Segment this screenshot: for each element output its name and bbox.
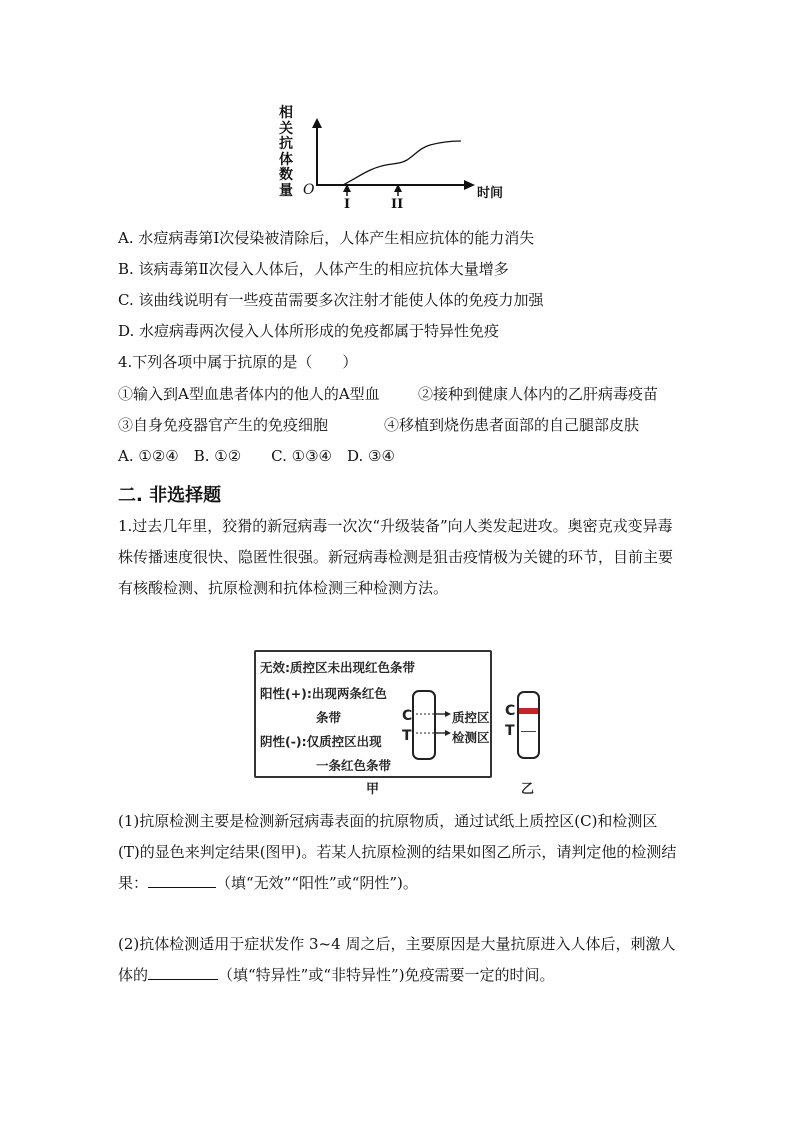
section-title: 二. 非选择题	[118, 485, 222, 506]
x-axis-arrow	[464, 180, 475, 190]
graph-axes	[270, 104, 510, 216]
caption-yi: 乙	[521, 782, 535, 797]
q3-option-a: A. 水痘病毒第Ⅰ次侵染被清除后，人体产生相应抗体的能力消失	[118, 229, 535, 247]
fig-invalid: 无效:质控区未出现红色条带	[260, 660, 415, 675]
graph-origin: O	[303, 182, 315, 198]
sub2-text-a: (2)抗体检测适用于症状发作 3~4 周之后，主要原因是大量抗原进入人体后，刺激人体的	[118, 935, 676, 984]
fig-control-zone: 质控区	[452, 710, 490, 725]
graph-x-label: 时间	[477, 186, 504, 201]
fig-positive-2: 条带	[316, 710, 342, 725]
fig-label-c: C	[402, 708, 413, 724]
graph-y-label: 相 关 抗 体 数 量	[279, 105, 293, 199]
sub2-text-b: （填“特异性”或“非特异性”)免疫需要一定的时间。	[218, 966, 555, 984]
sub1-answer-blank[interactable]	[148, 886, 216, 888]
antibody-curve	[343, 141, 461, 185]
sub1-text-b: （填“无效”“阳性”或“阴性”)。	[216, 874, 418, 892]
strip-yi-t-line	[521, 731, 536, 732]
q4-options: A. ①②④ B. ①② C. ①③④ D. ③④	[118, 447, 395, 465]
antibody-graph	[270, 104, 510, 216]
sub1-text-a: (1)抗原检测主要是检测新冠病毒表面的抗原物质，通过试纸上质控区(C)和检测区(T)的显色来判定结果(图甲)。若某人抗原检测的结果如图乙所示，请判定他的检测结果：	[118, 812, 677, 892]
fig-label-t: T	[402, 728, 412, 744]
graph-marker-2: II	[391, 197, 404, 212]
fig-negative-1: 阴性(-):仅质控区出现	[260, 734, 382, 749]
fig-yi-label-c: C	[505, 703, 516, 719]
q1-intro: 1.过去几年里，狡猾的新冠病毒一次次“升级装备”向人类发起进攻。奥密克戎变异毒株传播速度很快、隐匿性很强。新冠病毒检测是狙击疫情极为关键的环节，目前主要有核酸检测、抗原检测和抗体检测三种检测方法。	[118, 517, 674, 597]
sub-question-2	[118, 929, 678, 991]
strip-yi-c-band	[519, 708, 538, 714]
test-strip-yi	[517, 691, 540, 759]
q3-option-b: B. 该病毒第Ⅱ次侵入人体后，人体产生的相应抗体大量增多	[118, 260, 509, 278]
q4-item-2: ②接种到健康人体内的乙肝病毒疫苗	[418, 385, 659, 403]
q3-option-d: D. 水痘病毒两次侵入人体所形成的免疫都属于特异性免疫	[118, 322, 500, 340]
q4-stem: 4.下列各项中属于抗原的是（ ）	[118, 353, 358, 371]
graph-marker-1: I	[344, 197, 351, 212]
figure-jia-box	[254, 650, 492, 778]
caption-jia: 甲	[366, 782, 380, 797]
q3-option-c: C. 该曲线说明有一些疫苗需要多次注射才能使人体的免疫力加强	[118, 291, 544, 309]
fig-positive-1: 阳性(+):出现两条红色	[260, 686, 387, 701]
fig-negative-2: 一条红色条带	[316, 758, 392, 773]
sub-question-1	[118, 806, 678, 899]
q4-item-3: ③自身免疫器官产生的免疫细胞	[118, 416, 329, 434]
fig-yi-label-t: T	[505, 723, 515, 739]
sub2-answer-blank[interactable]	[148, 978, 218, 980]
y-axis-arrow	[312, 118, 322, 128]
q4-item-1: ①输入到A型血患者体内的他人的A型血	[118, 385, 380, 403]
fig-test-zone: 检测区	[452, 730, 490, 745]
q4-item-4: ④移植到烧伤患者面部的自己腿部皮肤	[384, 416, 640, 434]
